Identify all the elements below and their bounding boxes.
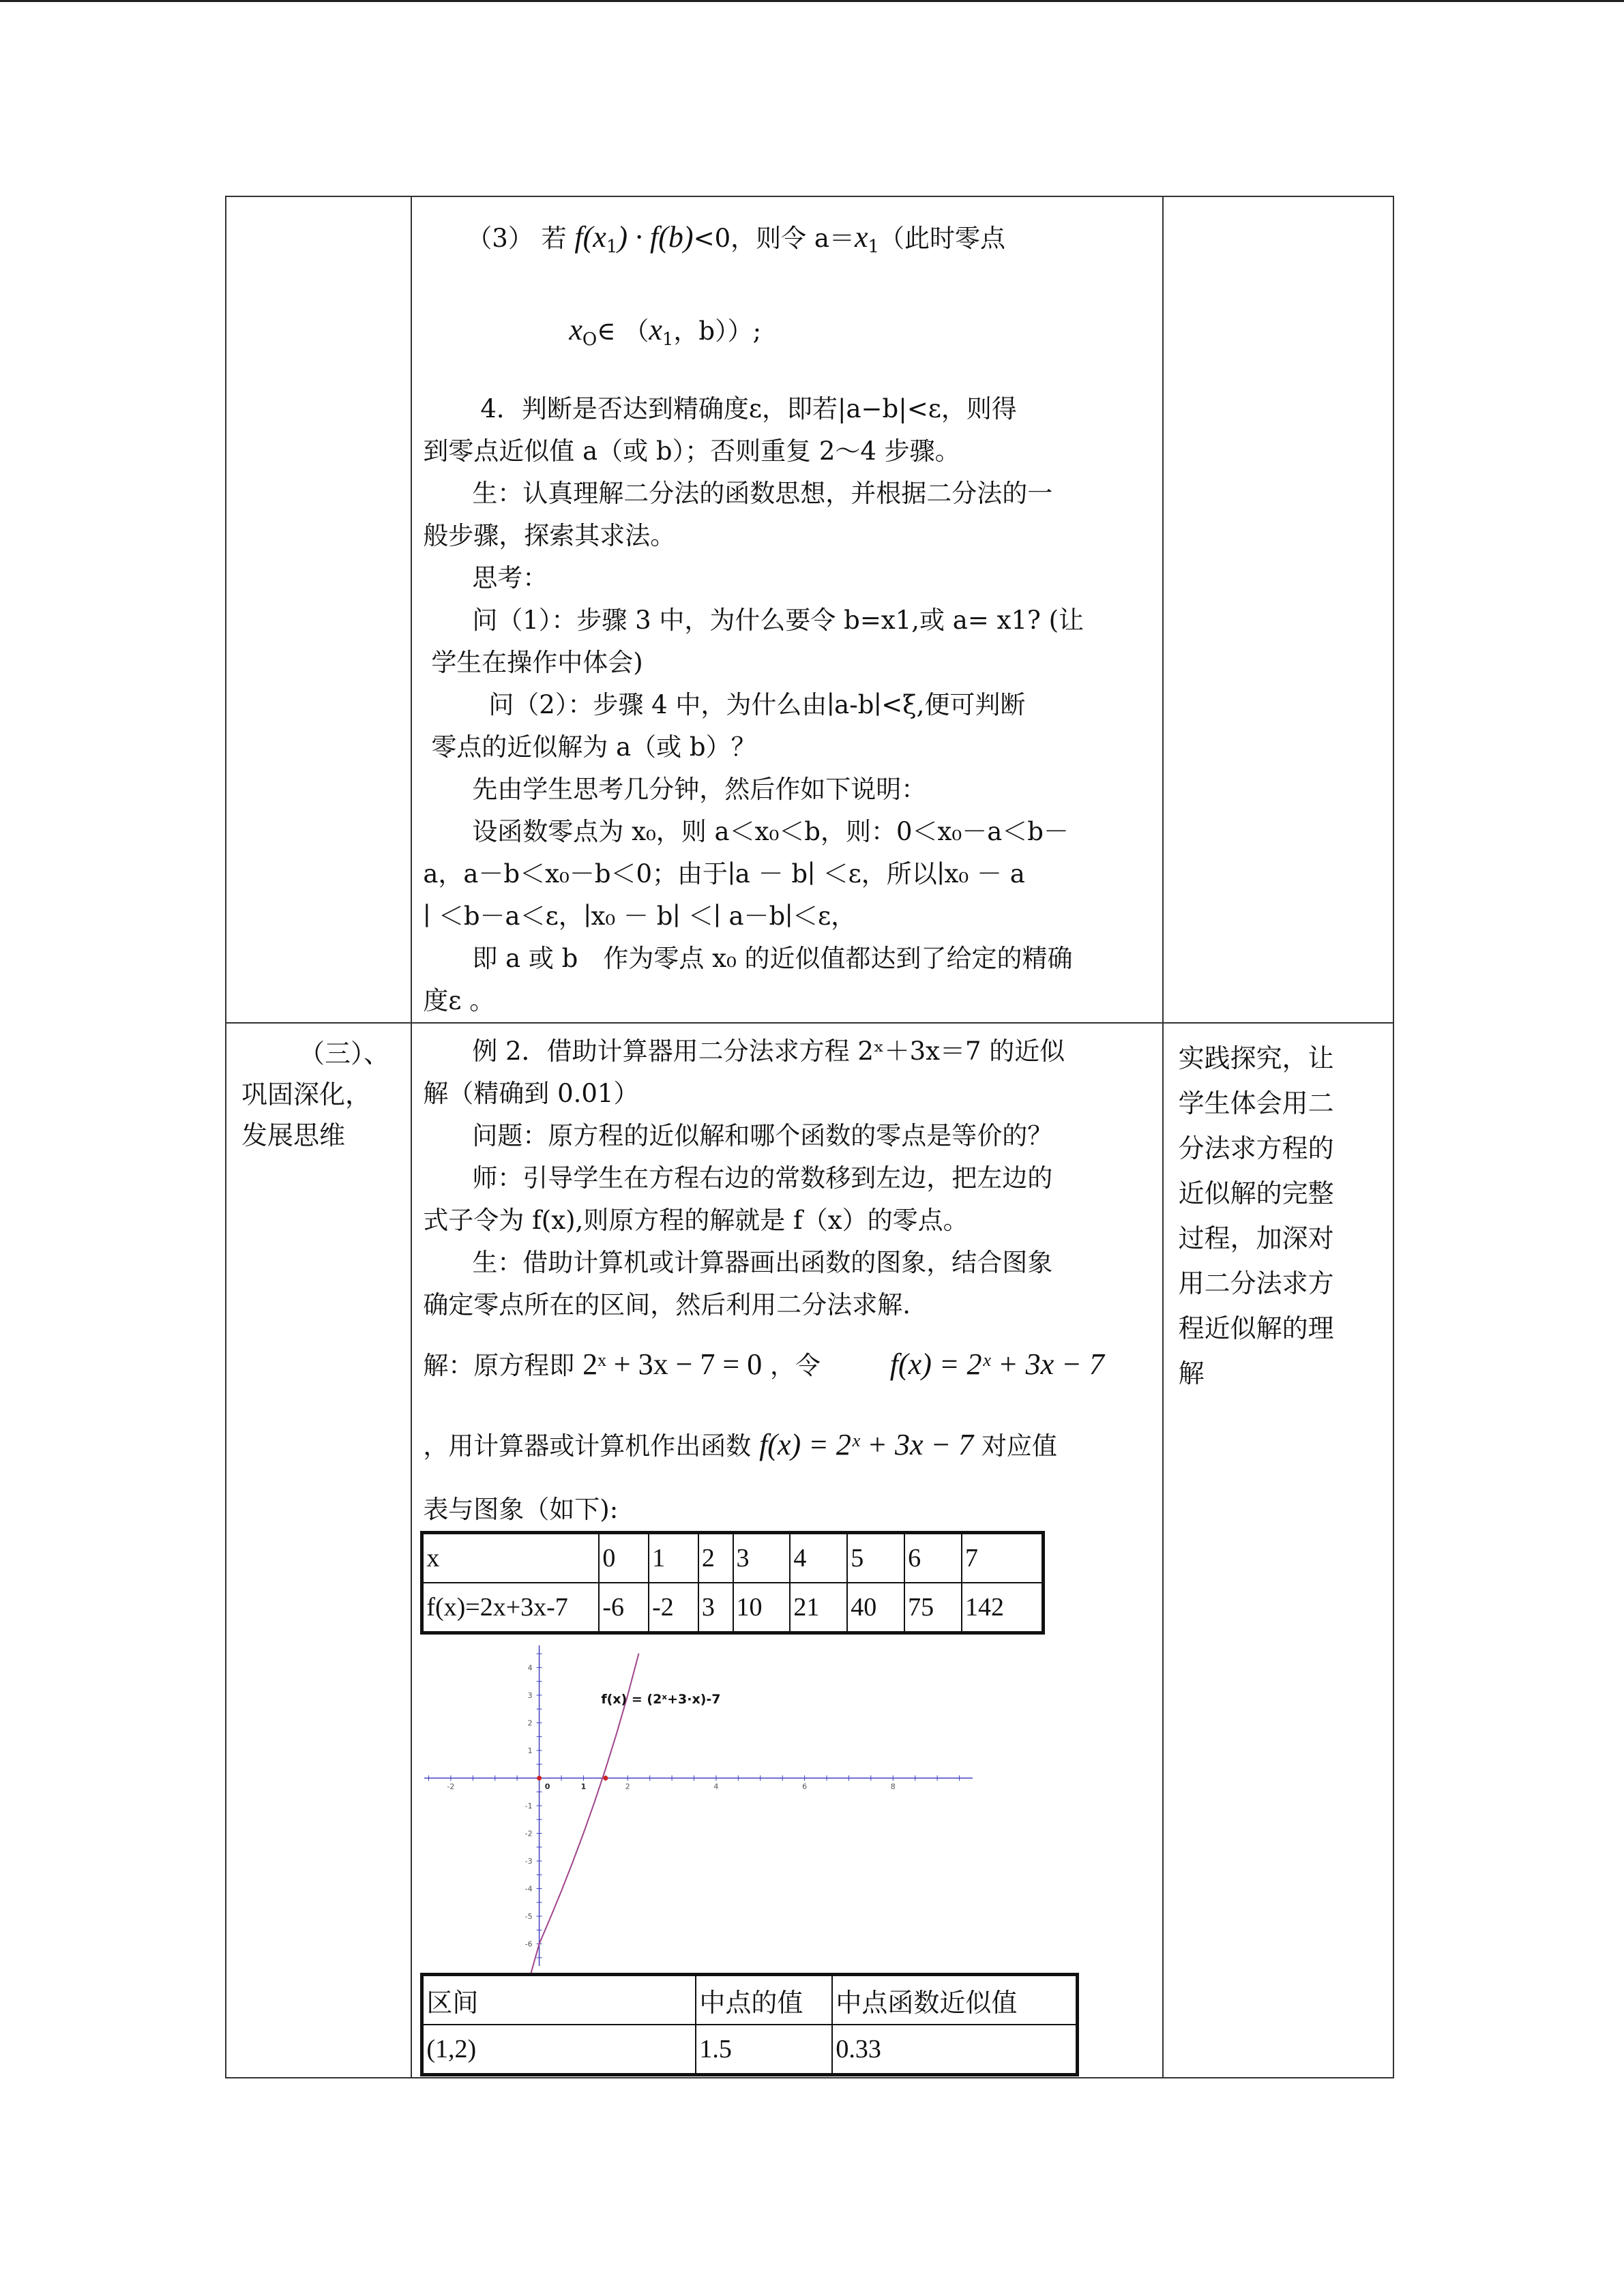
solution-text: 解：原方程即 xyxy=(423,1351,575,1380)
solution-text: ，令 xyxy=(770,1351,821,1380)
x-tick-label: 0 xyxy=(545,1782,550,1791)
y-tick-label: -4 xyxy=(525,1884,533,1894)
x-tick-label: 1 xyxy=(580,1782,587,1791)
explain-line1: 先由学生思考几分钟，然后作如下说明： xyxy=(472,775,927,804)
table-cell: f(x)=2x+3x-7 xyxy=(422,1583,600,1633)
y-tick-label: -2 xyxy=(525,1829,533,1838)
step4-line1: 4．判断是否达到精确度ε，即若|a−b|<ε，则得 xyxy=(480,394,1017,423)
remark-line: 实践探究，让 xyxy=(1178,1043,1334,1073)
step3-line1 xyxy=(412,216,1162,268)
table-cell: (1,2) xyxy=(422,2025,696,2075)
student-line2: 确定零点所在的区间，然后利用二分法求解. xyxy=(423,1290,911,1320)
math-sub: O xyxy=(582,329,597,350)
table-row xyxy=(422,2025,1078,2075)
question2-line1: 问（2）：步骤 4 中，为什么由∣a-b∣<ξ,便可判断 xyxy=(488,690,1026,719)
math-f: f xyxy=(650,220,659,254)
function-definition: f(x) = 2ˣ + 3x − 7 xyxy=(889,1347,1104,1381)
y-tick-label: -1 xyxy=(525,1802,533,1810)
question-line: 问题：原方程的近似解和哪个函数的零点是等价的？ xyxy=(472,1121,1053,1150)
y-tick-label: 1 xyxy=(527,1746,533,1755)
step3-text: （3） 若 xyxy=(467,224,567,253)
math-sub: 1 xyxy=(868,237,880,257)
teacher-line1: 师：引导学生在方程右边的常数移到左边，把左边的 xyxy=(472,1163,1053,1193)
y-tick-label: -6 xyxy=(525,1939,533,1949)
section-cell-empty xyxy=(226,196,411,1023)
explain-line6: 度ε 。 xyxy=(423,986,495,1015)
solution-line3: 表与图象（如下): xyxy=(423,1495,619,1524)
remark-line: 分法求方程的 xyxy=(1178,1133,1334,1163)
explain-line2: 设函数零点为 x₀，则 a＜x₀＜b，则：0＜x₀－a＜b－ xyxy=(472,817,1069,846)
table-cell: 2 xyxy=(698,1533,733,1583)
solution-text: 对应值 xyxy=(981,1431,1057,1461)
table-row-x xyxy=(422,1533,1044,1583)
math-f: f xyxy=(574,220,583,254)
math-x: x xyxy=(854,220,868,254)
step3-text: （此时零点 xyxy=(879,224,1006,253)
student-line1: 生：借助计算机或计算器画出函数的图象，结合图象 xyxy=(472,1248,1053,1277)
question1-line2: 学生在操作中体会) xyxy=(431,648,643,677)
remark-line: 用二分法求方 xyxy=(1178,1268,1334,1298)
teacher-line2: 式子令为 f(x),则原方程的解就是 f（x）的零点。 xyxy=(423,1206,969,1235)
remark-cell-empty xyxy=(1163,196,1393,1023)
x-tick-label: 2 xyxy=(625,1782,631,1791)
question1-line1: 问（1）：步骤 3 中，为什么要令 b=x1,或 a= x1? (让 xyxy=(472,606,1084,635)
student-line1: 生：认真理解二分法的函数思想，并根据二分法的一 xyxy=(472,479,1053,508)
table-header-cell: 区间 xyxy=(422,1975,696,2025)
step4-line2: 到零点近似值 a（或 b）；否则重复 2～4 步骤。 xyxy=(423,436,960,466)
explain-line4: ∣ ＜b－a＜ε，∣x₀ － b∣ ＜∣ a－b∣＜ε， xyxy=(423,901,857,931)
section-title-line2: 发展思维 xyxy=(241,1120,346,1150)
x-tick-label: 4 xyxy=(713,1782,719,1791)
remark-line: 近似解的完整 xyxy=(1178,1178,1334,1208)
table-cell: -6 xyxy=(599,1583,649,1633)
math-x: x xyxy=(649,313,662,346)
table-cell: 1 xyxy=(649,1533,698,1583)
table-cell: 40 xyxy=(847,1583,904,1633)
table-cell: 3 xyxy=(698,1583,733,1633)
x-tick-label: -2 xyxy=(447,1782,455,1791)
page-top-rule xyxy=(0,0,1624,2)
table-cell: 3 xyxy=(733,1533,791,1583)
table-cell: 21 xyxy=(790,1583,847,1633)
remark-line: 过程，加深对 xyxy=(1178,1223,1334,1253)
step3-line2 xyxy=(412,309,1162,361)
remark-line: 程近似解的理 xyxy=(1178,1313,1334,1343)
function-definition: f(x) = 2ˣ + 3x − 7 xyxy=(759,1428,974,1461)
math-b: (b) xyxy=(658,220,694,254)
step3-text: <0，则令 a＝ xyxy=(693,224,855,253)
function-graph xyxy=(420,1639,979,1973)
table-cell: 5 xyxy=(847,1533,904,1583)
y-tick-label: 3 xyxy=(527,1690,533,1700)
lesson-plan-table xyxy=(225,196,1394,2078)
x-tick-label: 8 xyxy=(891,1782,896,1791)
math-sub: 1 xyxy=(606,237,618,257)
marked-point xyxy=(604,1776,608,1780)
solution-line2 xyxy=(412,1420,1162,1471)
table-cell: 6 xyxy=(904,1533,962,1583)
explain-line5: 即 a 或 b 作为零点 x₀ 的近似值都达到了给定的精确 xyxy=(472,944,1073,973)
solution-line1 xyxy=(412,1340,1162,1390)
math-dot: ) · xyxy=(617,220,651,254)
table-header-cell: 中点的值 xyxy=(696,1975,832,2025)
math-x: x xyxy=(569,313,582,346)
marked-point xyxy=(537,1776,542,1780)
remark-cell xyxy=(1163,1023,1393,2078)
table-cell: -2 xyxy=(649,1583,698,1633)
table-header-row xyxy=(422,1975,1078,2025)
table-cell: 75 xyxy=(904,1583,962,1633)
remark-line: 解 xyxy=(1178,1358,1205,1388)
section-title-line1: 巩固深化， xyxy=(241,1079,372,1109)
step3-text: ，b））; xyxy=(673,316,762,346)
explain-line3: a，a－b＜x₀－b＜0；由于∣a － b∣ ＜ε，所以∣x₀ － a xyxy=(423,859,1025,889)
table-row-fx xyxy=(422,1583,1044,1633)
bisection-table xyxy=(420,1973,1079,2076)
y-tick-label: 2 xyxy=(527,1718,533,1728)
value-table xyxy=(420,1531,1045,1635)
content-cell-steps xyxy=(411,196,1162,1023)
think-label: 思考： xyxy=(472,563,548,593)
table-cell: 0 xyxy=(599,1533,649,1583)
graph-title: f(x) = (2ˣ+3·x)-7 xyxy=(601,1692,721,1708)
table-header-cell: 中点函数近似值 xyxy=(832,1975,1078,2025)
table-cell: 0.33 xyxy=(832,2025,1078,2075)
table-cell: 1.5 xyxy=(696,2025,832,2075)
table-cell: 10 xyxy=(733,1583,791,1633)
student-line2: 般步骤，探索其求法。 xyxy=(423,521,676,550)
y-tick-label: -5 xyxy=(525,1912,533,1922)
section-number: （三）、 xyxy=(299,1039,390,1069)
remark-line: 学生体会用二 xyxy=(1178,1088,1334,1118)
math-sub: 1 xyxy=(662,329,674,350)
example-line2: 解（精确到 0.01） xyxy=(423,1079,639,1108)
question2-line2: 零点的近似解为 a（或 b）？ xyxy=(431,732,756,762)
example-line1: 例 2．借助计算器用二分法求方程 2ˣ＋3x＝7 的近似 xyxy=(472,1037,1065,1066)
step3-text: ∈ （ xyxy=(597,316,649,346)
table-cell: 142 xyxy=(962,1583,1044,1633)
y-tick-label: -3 xyxy=(525,1857,533,1866)
content-cell-example xyxy=(411,1023,1162,2078)
x-tick-label: 6 xyxy=(802,1782,808,1791)
table-cell: 7 xyxy=(962,1533,1044,1583)
table-cell: 4 xyxy=(790,1533,847,1583)
y-tick-label: 4 xyxy=(527,1663,533,1673)
solution-text: ，用计算器或计算机作出函数 xyxy=(423,1431,752,1461)
table-cell: x xyxy=(422,1533,600,1583)
section-cell xyxy=(226,1023,411,2078)
equation: 2ˣ + 3x − 7 = 0 xyxy=(582,1347,763,1381)
math-x: (x xyxy=(582,220,606,254)
